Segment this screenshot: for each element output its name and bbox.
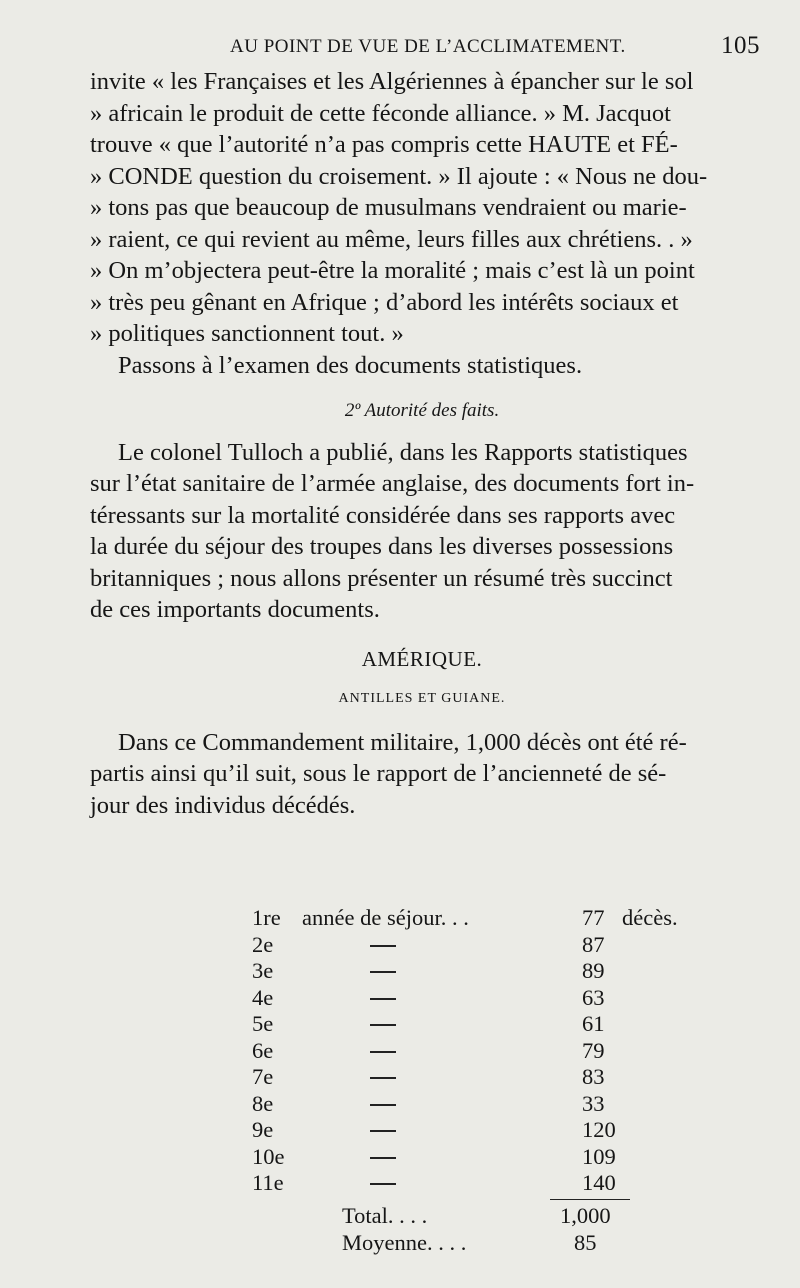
deaths-cell: 87 [582,931,605,957]
deaths-cell: 109 [582,1143,616,1169]
year-cell: 2e [252,931,274,957]
deaths-cell: 33 [582,1090,605,1116]
deaths-cell: 61 [582,1011,605,1036]
ditto-mark [370,1051,396,1053]
unit-label: décès. [622,905,678,930]
text-line: invite « les Françaises et les Algériennes à épancher sur le sol [90,68,694,95]
deaths-cell: 77 [582,905,605,930]
text-line: » africain le produit de cette féconde alliance. » M. Jacquot [90,99,671,127]
page-number: 105 [721,32,760,59]
ditto-mark [370,1157,396,1159]
table-row [252,958,672,985]
paragraph-quote [90,66,754,350]
text-line: sur l’état sanitaire de l’armée anglaise, des documents fort in- [90,470,695,497]
page-header [230,30,760,66]
text-line: » tons pas que beaucoup de musulmans vendraient ou marie- [90,194,687,221]
sum-rule [550,1199,630,1200]
table-row [252,905,678,932]
text-line: jour des individus décédés. [90,791,356,819]
paragraph-transition [90,350,754,382]
ditto-mark [370,998,396,1000]
table-row [252,1038,672,1065]
text-line: » très peu gênant en Afrique ; d’abord les intérêts sociaux et [90,288,679,316]
paragraph-tulloch [90,437,754,626]
text-line: Dans ce Commandement militaire, 1,000 décès ont été ré- [118,728,687,756]
total-value: 1,000 [560,1202,611,1228]
deaths-cell: 120 [582,1117,616,1142]
ditto-mark [370,1024,396,1026]
year-cell: 3e [252,958,274,983]
text-line: de ces importants documents. [90,596,380,623]
mortality-table [252,905,678,1257]
running-title: AU POINT DE VUE DE L’ACCLIMATEMENT. [230,36,626,57]
deaths-cell: 63 [582,984,605,1010]
paragraph-commandement [90,727,754,822]
deaths-cell: 79 [582,1037,605,1063]
table-row [252,1091,672,1118]
text-line: » politiques sanctionnent tout. » [90,320,404,347]
deaths-cell: 140 [582,1170,616,1195]
text-line: téressants sur la mortalité considérée dans ses rapports avec [90,501,676,529]
page-body [90,66,754,821]
text-line: trouve « que l’autorité n’a pas compris cette HAUTE et FÉ- [90,131,678,158]
year-cell: 1re [252,905,281,930]
text-line: Le colonel Tulloch a publié, dans les Rapports statistiques [118,438,688,466]
year-cell: 8e [252,1090,274,1116]
ditto-mark [370,971,396,973]
text-line: Passons à l’examen des documents statistiques. [118,351,583,379]
subregion-title: ANTILLES ET GUIANE. [338,691,506,706]
ditto-mark [370,945,396,947]
text-line: britanniques ; nous allons présenter un résumé très succinct [90,564,673,592]
average-row [252,1230,672,1257]
text-line: la durée du séjour des troupes dans les diverses possessions [90,533,674,560]
table-row [252,1144,672,1171]
year-cell: 5e [252,1011,274,1036]
subsection-title: 2º Autorité des faits. [344,400,500,421]
year-cell: 7e [252,1064,274,1089]
row-label: année de séjour. . . [302,905,469,930]
table-row [252,985,672,1012]
deaths-cell: 89 [582,958,605,983]
region-title: AMÉRIQUE. [361,646,483,671]
text-line: » raient, ce qui revient au même, leurs filles aux chrétiens. . » [90,225,693,253]
table-row [252,1064,672,1091]
table-row [252,1170,672,1197]
total-label: Total. . . . [342,1202,428,1228]
average-value: 85 [574,1229,597,1255]
ditto-mark [370,1130,396,1132]
deaths-cell: 83 [582,1064,605,1089]
text-line: partis ainsi qu’il suit, sous le rapport de l’ancienneté de sé- [90,760,667,787]
year-cell: 6e [252,1037,274,1063]
text-line: » CONDE question du croisement. » Il ajoute : « Nous ne dou- [90,162,708,190]
ditto-mark [370,1077,396,1079]
year-cell: 4e [252,984,274,1010]
total-row [252,1203,672,1230]
year-cell: 11e [252,1170,284,1195]
table-row [252,1011,672,1038]
year-cell: 10e [252,1143,285,1169]
table-row [252,932,672,959]
ditto-mark [370,1104,396,1106]
ditto-mark [370,1183,396,1185]
text-line: » On m’objectera peut-être la moralité ; mais c’est là un point [90,257,695,284]
average-label: Moyenne. . . . [342,1229,467,1255]
year-cell: 9e [252,1117,274,1142]
table-row [252,1117,672,1144]
